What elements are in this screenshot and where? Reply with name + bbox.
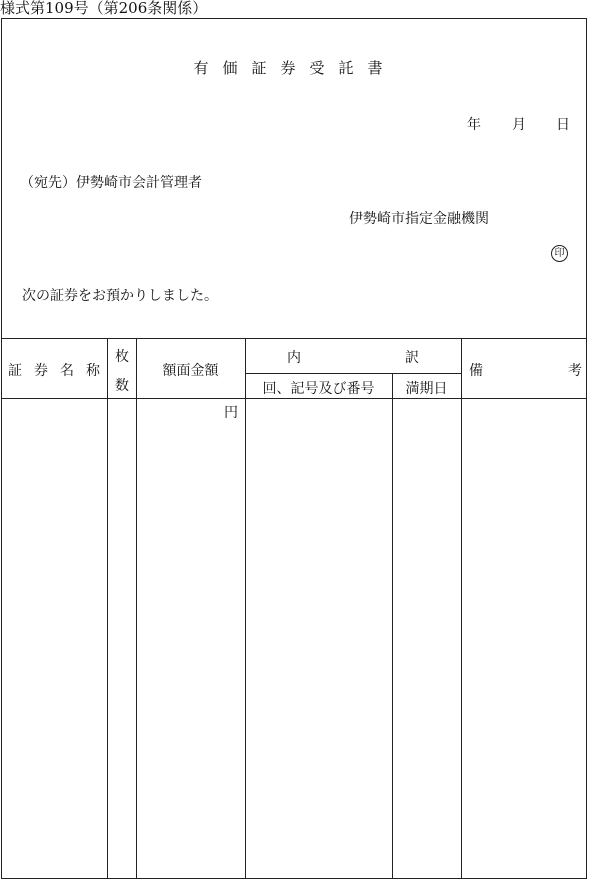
header-securities-name-char-4: 称 xyxy=(86,363,100,379)
form-number-label: 様式第109号（第206条関係） xyxy=(0,0,208,17)
header-serial-number: 回、記号及び番号 xyxy=(262,381,375,397)
form-frame xyxy=(1,18,587,879)
header-count-char-1: 枚 xyxy=(115,349,129,365)
receipt-statement: 次の証券をお預かりしました。 xyxy=(22,288,218,304)
document-title: 有価証券受託書 xyxy=(193,59,397,77)
header-maturity-date: 満期日 xyxy=(405,381,448,397)
addressee-text: （宛先）伊勢崎市会計管理者 xyxy=(20,175,202,191)
seal-mark-icon: 印 xyxy=(551,245,568,262)
breakdown-subheader-border xyxy=(245,373,461,374)
column-divider-serial-maturity xyxy=(392,373,393,879)
date-month-label: 月 xyxy=(512,117,526,133)
header-face-value: 額面金額 xyxy=(162,363,219,379)
header-securities-name-char-2: 券 xyxy=(34,363,48,379)
currency-unit-label: 円 xyxy=(224,405,238,421)
date-day-label: 日 xyxy=(556,117,570,133)
header-securities-name-char-3: 名 xyxy=(60,363,74,379)
column-divider-count-facevalue xyxy=(136,338,137,879)
header-breakdown-char-2: 訳 xyxy=(405,350,419,366)
date-year-label: 年 xyxy=(467,117,481,133)
column-divider-facevalue-breakdown xyxy=(245,338,246,879)
column-divider-breakdown-remarks xyxy=(461,338,462,879)
header-remarks-char-1: 備 xyxy=(469,363,483,379)
column-divider-name-count xyxy=(107,338,108,879)
table-top-border xyxy=(1,338,587,339)
table-header-bottom-border xyxy=(1,398,587,399)
header-count-char-2: 数 xyxy=(115,378,129,394)
header-breakdown-char-1: 内 xyxy=(287,350,301,366)
header-securities-name-char-1: 証 xyxy=(8,363,22,379)
header-remarks-char-2: 考 xyxy=(568,363,582,379)
financial-institution-text: 伊勢崎市指定金融機関 xyxy=(349,211,489,227)
